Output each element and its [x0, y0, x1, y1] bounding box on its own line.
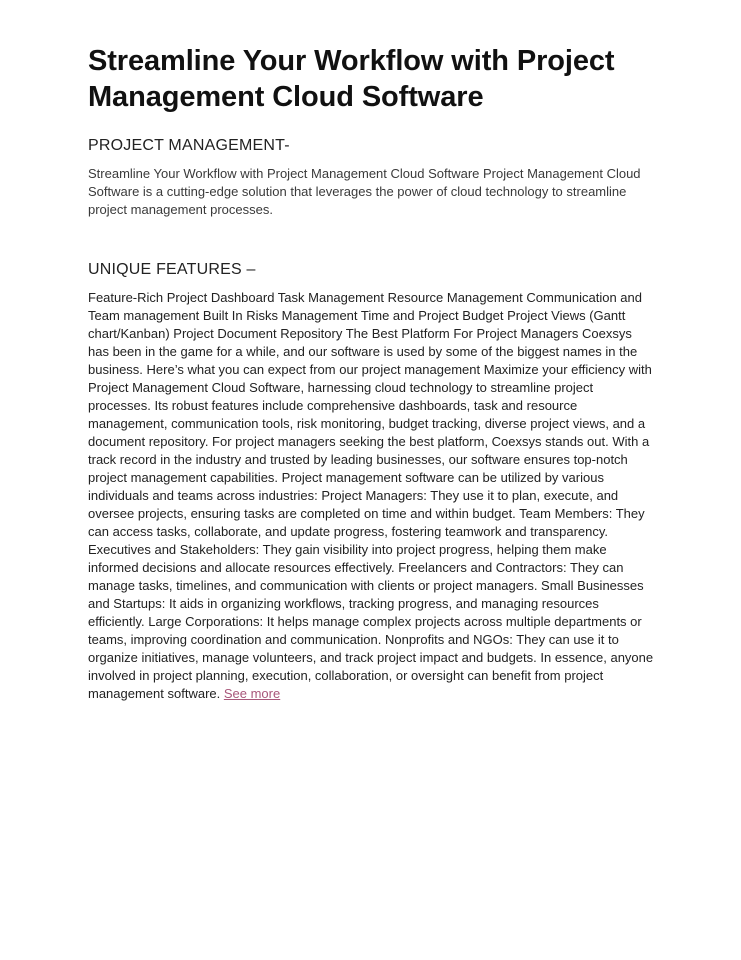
page-title: Streamline Your Workflow with Project Management Cloud Software — [88, 45, 615, 113]
section-body-unique-features — [88, 289, 654, 703]
section-heading-project-management: PROJECT MANAGEMENT- — [88, 137, 290, 154]
section-body-project-management: Streamline Your Workflow with Project Management Cloud Software Project Management Cloud Software is a cutting-edge solution that leverages the power of cloud technology to streamline project management processes. — [88, 166, 641, 217]
unique-features-text: Feature-Rich Project Dashboard Task Management Resource Management Communication and Team management Built In Risks Management Time and Project Budget Project Views (Gantt chart/Kanban) Project Document Repository The Best Platform For Project Managers Coexsys has been in the game for a while, and our software is used by some of the biggest names in the business. Here’s what you can expect from our project management Maximize your efficiency with Project Management Cloud Software, harnessing cloud technology to streamline project processes. Its robust features include comprehensive dashboards, task and resource management, communication tools, risk monitoring, budget tracking, diverse project views, and a document repository. For project managers seeking the best platform, Coexsys stands out. With a track record in the industry and trusted by leading businesses, our software ensures top-notch project management capabilities. Project management software can be utilized by various individuals and teams across industries: Project Managers: They use it to plan, execute, and oversee projects, ensuring tasks are completed on time and within budget. Team Members: They can access tasks, collaborate, and update progress, fostering teamwork and transparency. Executives and Stakeholders: They gain visibility into project progress, helping them make informed decisions and allocate resources effectively. Freelancers and Contractors: They can manage tasks, timelines, and communication with clients or project managers. Small Businesses and Startups: It aids in organizing workflows, tracking progress, and managing resources efficiently. Large Corporations: It helps manage complex projects across multiple departments or teams, improving coordination and communication. Nonprofits and NGOs: They can use it to organize initiatives, manage volunteers, and track project impact and budgets. In essence, anyone involved in project planning, execution, collaboration, or oversight can benefit from project management software. — [88, 290, 654, 701]
see-more-link[interactable]: See more — [223, 686, 281, 701]
section-heading-unique-features: UNIQUE FEATURES – — [88, 261, 256, 278]
